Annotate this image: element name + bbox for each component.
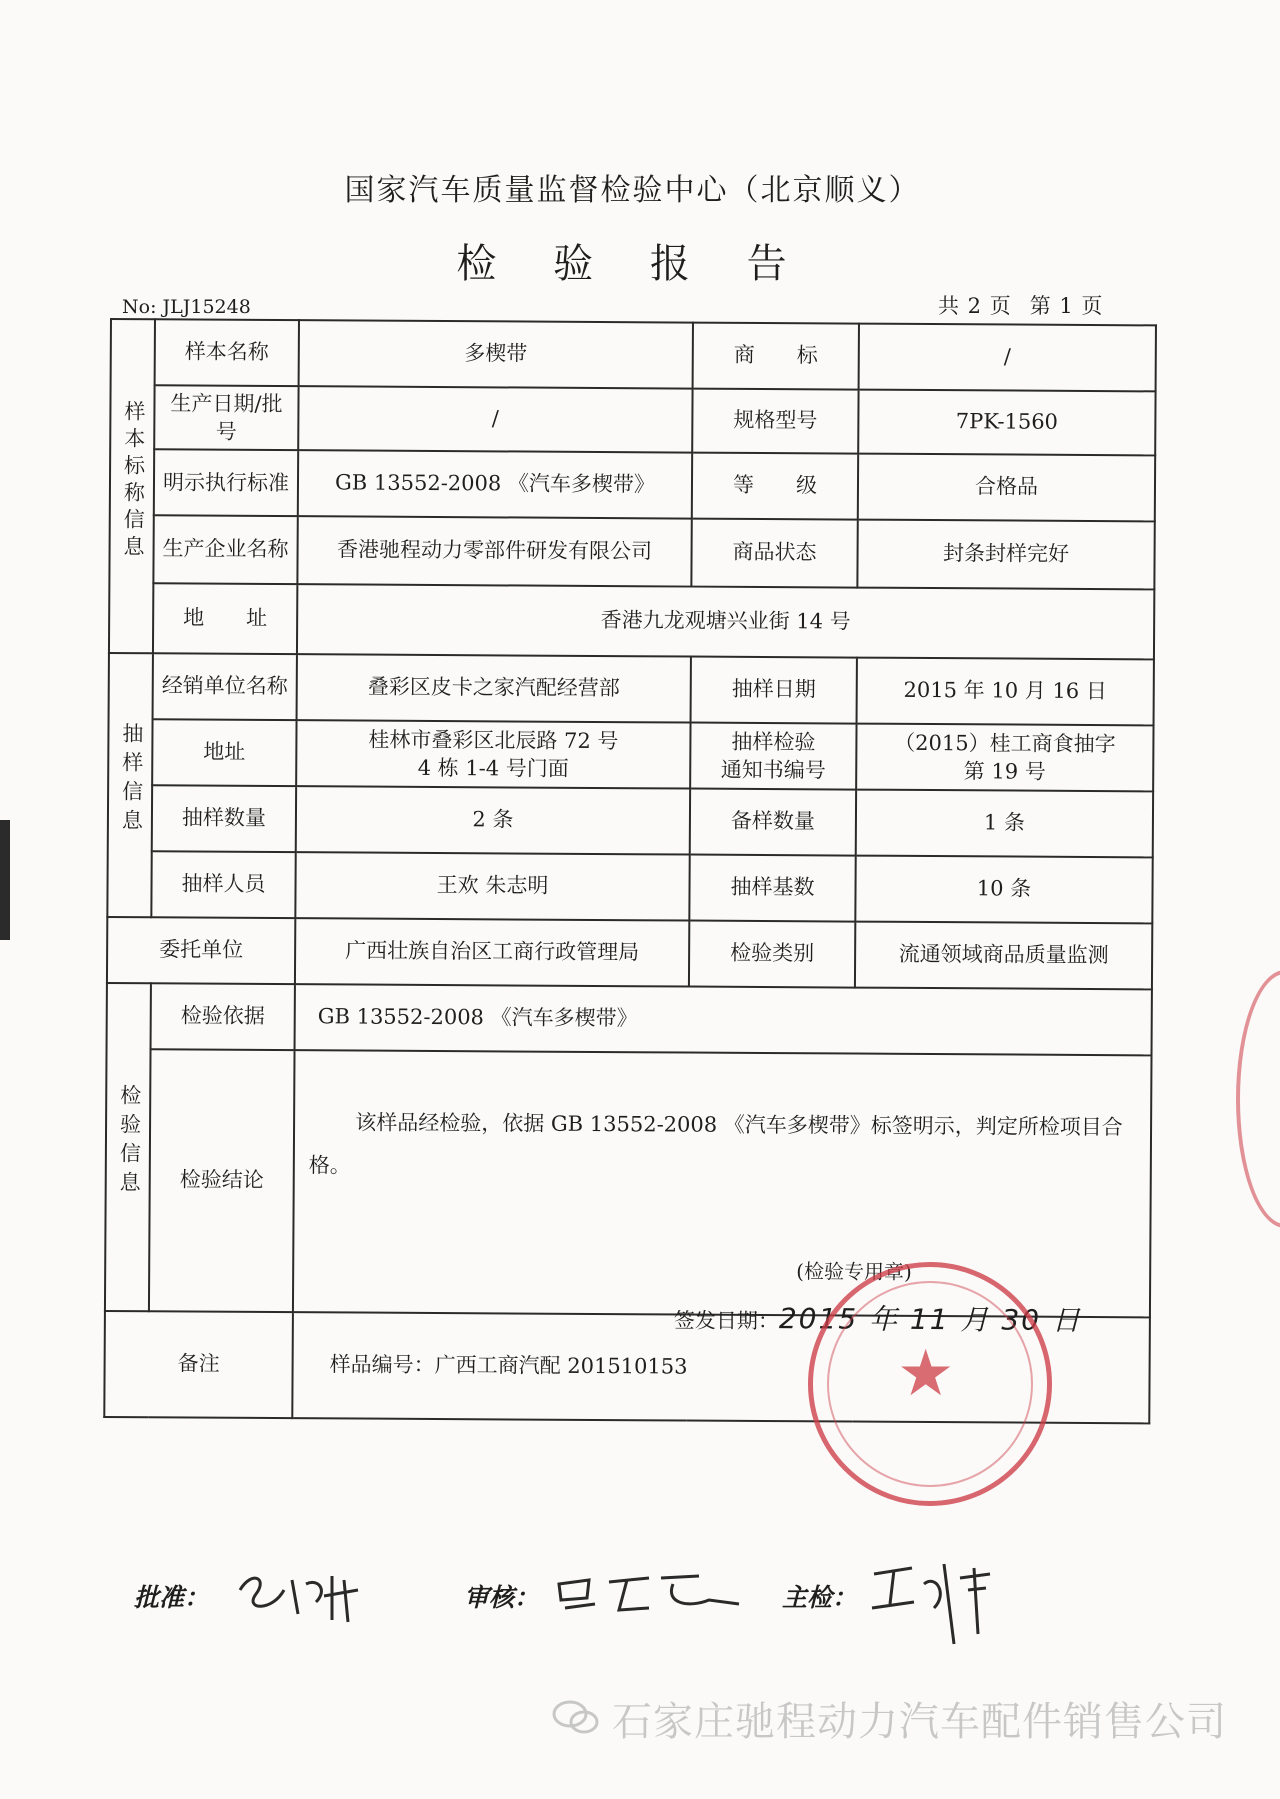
- value-standard: GB 13552-2008 《汽车多楔带》: [298, 450, 692, 518]
- notice-label-line2: 通知书编号: [720, 757, 826, 783]
- table-row: [110, 385, 1155, 455]
- label-manufacturer: 生产企业名称: [153, 515, 297, 584]
- institution-name: 国家汽车质量监督检验中心（北京顺义）: [344, 173, 921, 208]
- report-number: No: JLJ15248: [122, 296, 251, 318]
- section-label: 抽样信息: [119, 722, 145, 839]
- label-remarks: 备注: [104, 1311, 293, 1418]
- seal-star-icon: ★: [897, 1337, 955, 1411]
- value-sampler: 王欢 朱志明: [295, 852, 689, 920]
- table-row: [105, 1049, 1152, 1317]
- notice-no-line1: （2015）桂工商食抽字: [894, 730, 1116, 756]
- dealer-address-line2: 4 栋 1-4 号门面: [417, 755, 569, 781]
- label-reserve-qty: 备样数量: [690, 789, 856, 856]
- review-label: 审核：: [464, 1583, 540, 1612]
- watermark-text: 石家庄驰程动力汽车配件销售公司: [612, 1699, 1227, 1745]
- value-sample-qty: 2 条: [296, 786, 690, 854]
- section-sampling: [107, 653, 153, 917]
- value-basis: GB 13552-2008 《汽车多楔带》: [295, 984, 1152, 1055]
- value-spec-model: 7PK-1560: [858, 390, 1155, 456]
- total-pages: 共 2 页: [938, 294, 1012, 318]
- approve-label: 批准：: [134, 1583, 210, 1612]
- label-sampler: 抽样人员: [151, 851, 295, 918]
- section-label: 检验信息: [117, 1084, 142, 1201]
- conclusion-text: 该样品经检验，依据 GB 13552-2008 《汽车多楔带》标签明示，判定所检项目合格。: [308, 1110, 1123, 1178]
- notice-label-line1: 抽样检验: [731, 729, 816, 754]
- value-manufacturer: 香港驰程动力零部件研发有限公司: [297, 516, 691, 586]
- scan-edge-shadow: [0, 820, 10, 940]
- table-row: [108, 785, 1153, 857]
- label-inspection-type: 检验类别: [689, 921, 855, 988]
- value-address: 香港九龙观塘兴业街 14 号: [297, 584, 1154, 659]
- value-reserve-qty: 1 条: [856, 790, 1153, 858]
- value-remarks: 样品编号：广西工商汽配 201510153: [292, 1312, 1150, 1423]
- value-grade: 合格品: [858, 454, 1155, 522]
- table-row: [109, 653, 1154, 725]
- value-notice-no: [856, 724, 1153, 792]
- value-production-date: /: [298, 386, 692, 452]
- label-production-date: 生产日期/批号: [154, 385, 298, 450]
- value-sampling-date: 2015 年 10 月 16 日: [857, 658, 1154, 726]
- label-client: 委托单位: [107, 917, 295, 984]
- value-sample-name: 多楔带: [299, 320, 693, 388]
- reviewer-signature: [549, 1564, 749, 1624]
- issue-date-value: 2015 年 11 月 30 日: [778, 1302, 1083, 1337]
- table-row: [107, 983, 1152, 1055]
- label-sampling-base: 抽样基数: [689, 855, 855, 922]
- label-dealer: 经销单位名称: [153, 653, 297, 720]
- label-spec-model: 规格型号: [692, 389, 858, 454]
- value-dealer: 叠彩区皮卡之家汽配经营部: [297, 654, 691, 722]
- label-sample-qty: 抽样数量: [152, 785, 296, 852]
- label-sample-name: 样本名称: [155, 319, 299, 386]
- report-title: 检 验 报 告: [456, 241, 809, 287]
- inspector-signature: [864, 1554, 1014, 1654]
- wechat-icon: [552, 1700, 600, 1734]
- section-sample-id: [109, 319, 155, 653]
- value-sampling-base: 10 条: [855, 856, 1152, 924]
- stamp-label: (检验专用章): [796, 1259, 912, 1284]
- value-trademark: /: [859, 324, 1156, 392]
- value-product-status: 封条封样完好: [857, 520, 1154, 590]
- label-basis: 检验依据: [151, 983, 295, 1050]
- notice-no-line2: 第 19 号: [963, 759, 1046, 784]
- table-row: [109, 583, 1154, 659]
- label-sampling-date: 抽样日期: [691, 657, 857, 724]
- section-label: 样本标称信息: [121, 400, 146, 563]
- section-inspection: [105, 983, 151, 1311]
- table-row: [108, 719, 1153, 791]
- table-row: [110, 449, 1155, 521]
- value-client: 广西壮族自治区工商行政管理局: [295, 918, 689, 986]
- value-conclusion: [293, 1050, 1152, 1337]
- value-inspection-type: 流通领域商品质量监测: [855, 922, 1152, 990]
- page-count: [938, 290, 1103, 320]
- label-dealer-address: 地址: [152, 719, 296, 786]
- value-dealer-address: [296, 720, 690, 788]
- label-conclusion: 检验结论: [149, 1049, 295, 1312]
- label-grade: 等 级: [692, 453, 858, 520]
- table-row: [109, 515, 1154, 589]
- label-address: 地 址: [153, 583, 297, 654]
- label-notice-no: [690, 723, 856, 790]
- table-row: [107, 917, 1152, 989]
- official-seal: [808, 1262, 1052, 1506]
- partial-seal-edge: [1236, 970, 1280, 1228]
- table-row: [111, 319, 1156, 391]
- current-page: 第 1 页: [1029, 294, 1104, 318]
- label-trademark: 商 标: [693, 323, 859, 390]
- label-standard: 明示执行标准: [154, 449, 298, 516]
- issue-date-label: 签发日期：: [673, 1308, 779, 1334]
- label-product-status: 商品状态: [691, 519, 857, 588]
- report-table: [103, 318, 1157, 1424]
- dealer-address-line1: 桂林市叠彩区北辰路 72 号: [368, 727, 619, 753]
- table-row: [107, 851, 1152, 923]
- inspector-label: 主检：: [782, 1583, 858, 1612]
- approver-signature: [232, 1560, 392, 1630]
